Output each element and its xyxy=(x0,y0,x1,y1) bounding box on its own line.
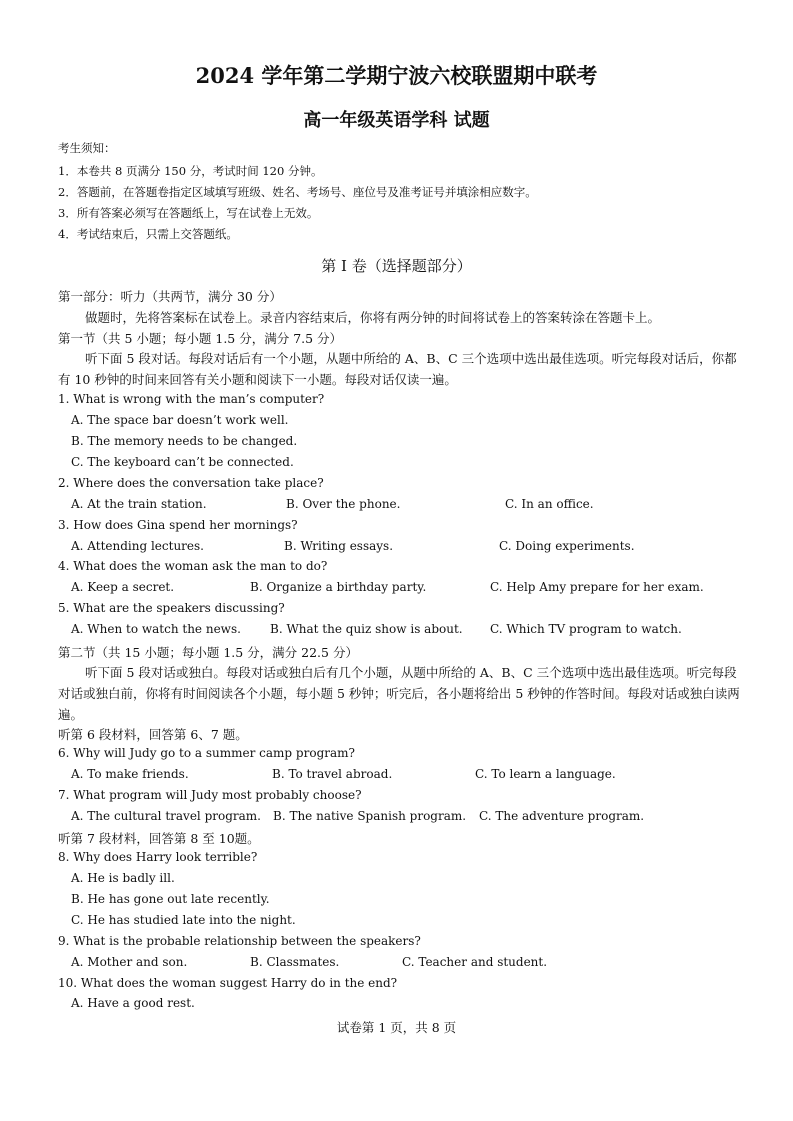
question-option: A. He is badly ill. xyxy=(71,871,175,885)
exam-title: 2024 学年第二学期宁波六校联盟期中联考 xyxy=(195,63,598,88)
question-option: C. In an office. xyxy=(505,497,594,511)
question-stem: 7. What program will Judy most probably choose? xyxy=(58,788,362,802)
question-option: B. Classmates. xyxy=(250,955,340,969)
question-option: B. Organize a birthday party. xyxy=(250,580,427,594)
question-option: C. The adventure program. xyxy=(479,809,645,823)
question-option: C. Doing experiments. xyxy=(499,539,635,553)
question-option: B. The memory needs to be changed. xyxy=(71,434,298,448)
question-stem: 2. Where does the conversation take place? xyxy=(58,476,324,490)
question-option: A. To make friends. xyxy=(71,767,189,781)
question-option: B. Writing essays. xyxy=(284,539,394,553)
question-option: B. Over the phone. xyxy=(286,497,401,511)
question-option: B. The native Spanish program. xyxy=(273,809,467,823)
notice-item: 4．考试结束后，只需上交答题纸。 xyxy=(58,227,238,241)
notice-heading: 考生须知： xyxy=(58,141,116,155)
question-option: A. When to watch the news. xyxy=(71,622,241,636)
question-option: B. To travel abroad. xyxy=(272,767,393,781)
question-option: A. Attending lectures. xyxy=(71,539,204,553)
material-note: 听第 7 段材料，回答第 8 至 10题。 xyxy=(58,831,260,846)
section1-instruction: 听下面 5 段对话。每段对话后有一个小题，从题中所给的 A、B、C 三个选项中选出最佳选项。听完每段对话后，你都有 10 秒钟的时间来回答有关小题和阅读下一小题。每段对话仅读一遍。 xyxy=(58,351,737,387)
volume-title: 第 I 卷（选择题部分） xyxy=(321,257,472,275)
section1-title: 第一节（共 5 小题；每小题 1.5 分，满分 7.5 分） xyxy=(58,331,343,346)
part1-title: 第一部分：听力（共两节，满分 30 分） xyxy=(58,289,282,304)
question-stem: 10. What does the woman suggest Harry do in the end? xyxy=(58,976,398,990)
question-stem: 5. What are the speakers discussing? xyxy=(58,601,285,615)
notice-item: 3．所有答案必须写在答题纸上，写在试卷上无效。 xyxy=(58,206,319,220)
question-option: C. Which TV program to watch. xyxy=(490,622,682,636)
question-stem: 4. What does the woman ask the man to do? xyxy=(58,559,328,573)
question-option: A. At the train station. xyxy=(71,497,207,511)
question-option: B. He has gone out late recently. xyxy=(71,892,270,906)
question-stem: 9. What is the probable relationship between the speakers? xyxy=(58,934,421,948)
section2-title: 第二节（共 15 小题；每小题 1.5 分，满分 22.5 分） xyxy=(58,645,358,660)
question-option: C. Help Amy prepare for her exam. xyxy=(490,580,704,594)
question-option: C. To learn a language. xyxy=(475,767,616,781)
question-stem: 6. Why will Judy go to a summer camp program? xyxy=(58,746,355,760)
question-option: C. He has studied late into the night. xyxy=(71,913,296,927)
question-stem: 3. How does Gina spend her mornings? xyxy=(58,518,298,532)
material-note: 听第 6 段材料，回答第 6、7 题。 xyxy=(58,727,248,742)
question-option: C. The keyboard can’t be connected. xyxy=(71,455,294,469)
question-stem: 8. Why does Harry look terrible? xyxy=(58,850,258,864)
question-option: B. What the quiz show is about. xyxy=(270,622,463,636)
part1-instruction: 做题时，先将答案标在试卷上。录音内容结束后，你将有两分钟的时间将试卷上的答案转涂在答题卡上。 xyxy=(85,310,661,325)
question-option: C. Teacher and student. xyxy=(402,955,548,969)
question-option: A. Mother and son. xyxy=(71,955,188,969)
question-option: A. Have a good rest. xyxy=(71,996,195,1010)
notice-item: 1．本卷共 8 页满分 150 分，考试时间 120 分钟。 xyxy=(58,164,323,178)
exam-subtitle: 高一年级英语学科 试题 xyxy=(303,110,490,131)
question-option: A. The cultural travel program. xyxy=(71,809,261,823)
question-stem: 1. What is wrong with the man’s computer? xyxy=(58,392,325,406)
question-option: A. The space bar doesn’t work well. xyxy=(71,413,289,427)
page-footer: 试卷第 1 页，共 8 页 xyxy=(336,1020,457,1035)
question-option: A. Keep a secret. xyxy=(71,580,175,594)
notice-item: 2．答题前，在答题卷指定区域填写班级、姓名、考场号、座位号及准考证号并填涂相应数字。 xyxy=(58,185,537,199)
section2-instruction: 听下面 5 段对话或独白。每段对话或独白后有几个小题，从题中所给的 A、B、C 三个选项中选出最佳选项。听完每段对话或独白前，你将有时间阅读各个小题，每小题 5 秒钟；听完后，各小题将给出 5 秒钟的作答时间。每段对话或独白读两遍。 xyxy=(58,665,740,722)
